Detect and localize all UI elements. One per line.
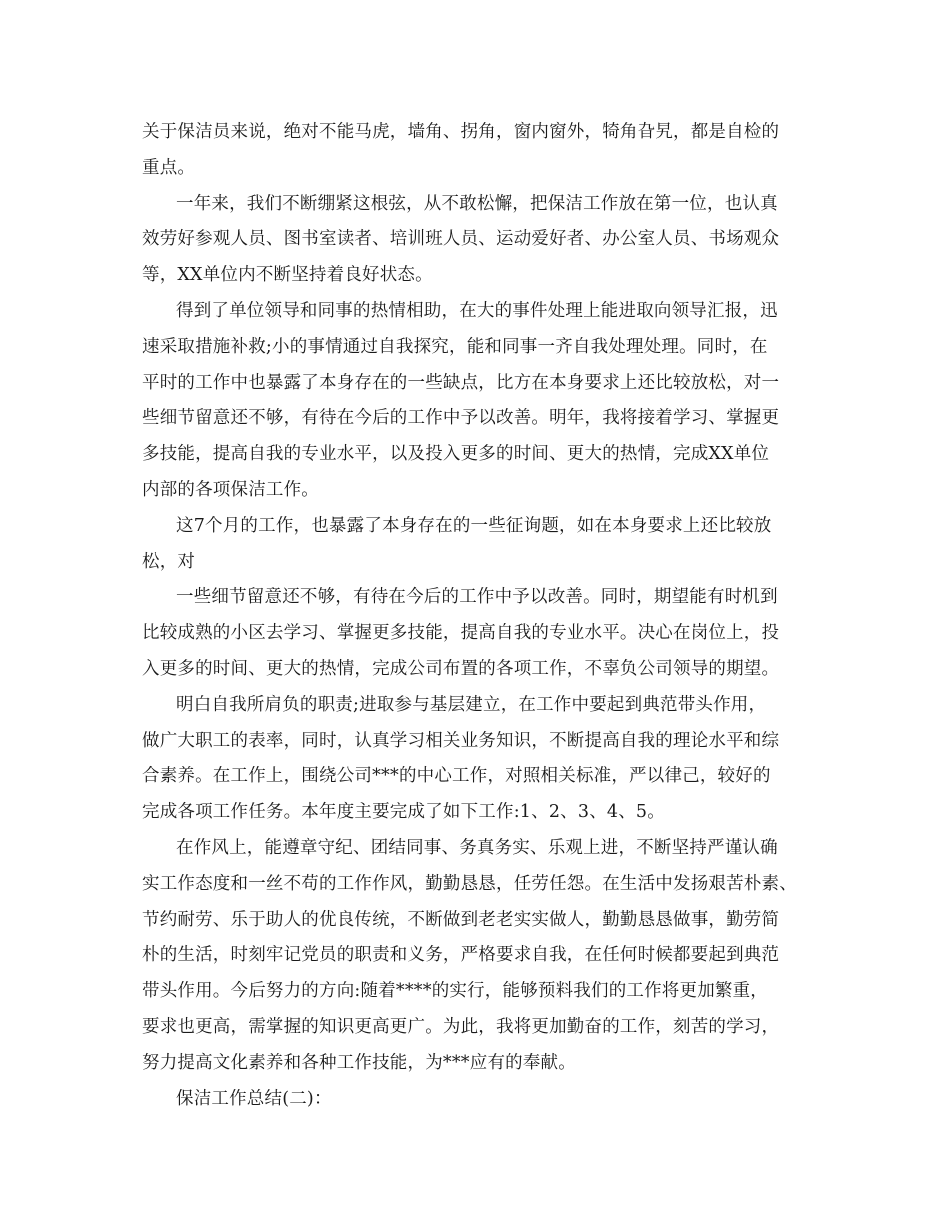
- text-line: 速采取措施补救;小的事情通过自我探究，能和同事一齐自我处理处理。同时，在: [142, 336, 768, 357]
- text-line: 努力提高文化素养和各种工作技能，为***应有的奉献。: [142, 1052, 576, 1073]
- text-line: 要求也更高，需掌握的知识更高更广。为此，我将更加勤奋的工作，刻苦的学习，: [142, 1016, 780, 1037]
- text-line: 等，XX单位内不断坚持着良好状态。: [142, 265, 433, 286]
- text-line: 实工作态度和一丝不苟的工作作风，勤勤恳恳，任劳任怨。在生活中发扬艰苦朴素、: [142, 873, 797, 894]
- paragraph-start-line: 这7个月的工作，也暴露了本身存在的一些征询题，如在本身要求上还比较放: [176, 515, 772, 536]
- text-line: 松，对: [142, 551, 196, 572]
- paragraph-start-line: 明白自我所肩负的职责;进取参与基层建立，在工作中要起到典范带头作用，: [176, 694, 767, 715]
- text-line: 完成各项工作任务。本年度主要完成了如下工作:1、2、3、4、5。: [142, 802, 665, 823]
- paragraph-start-line: 一年来，我们不断绷紧这根弦，从不敢松懈，把保洁工作放在第一位，也认真: [176, 193, 778, 214]
- paragraph-start-line: 得到了单位领导和同事的热情相助，在大的事件处理上能进取向领导汇报，迅: [176, 300, 778, 321]
- paragraph-start-line: 在作风上，能遵章守纪、团结同事、务真务实、乐观上进，不断坚持严谨认确: [176, 837, 778, 858]
- text-line: 节约耐劳、乐于助人的优良传统，不断做到老老实实做人，勤勤恳恳做事，勤劳简: [142, 909, 780, 930]
- text-line: 些细节留意还不够，有待在今后的工作中予以改善。明年，我将接着学习、掌握更: [142, 408, 780, 429]
- text-line: 做广大职工的表率，同时，认真学习相关业务知识，不断提高自我的理论水平和综: [142, 730, 780, 751]
- paragraph-start-line: 一些细节留意还不够，有待在今后的工作中予以改善。同时，期望能有时机到: [176, 587, 778, 608]
- text-line: 入更多的时间、更大的热情，完成公司布置的各项工作，不辜负公司领导的期望。: [142, 658, 780, 679]
- document-body: [142, 115, 822, 1117]
- text-line: 带头作用。今后努力的方向:随着****的实行，能够预料我们的工作将更加繁重，: [142, 981, 768, 1002]
- text-line: 合素养。在工作上，围绕公司***的中心工作，对照相关标准，严以律己，较好的: [142, 766, 771, 787]
- text-line: 关于保洁员来说，绝对不能马虎，墙角、拐角，窗内窗外，犄角旮旯，都是自检的: [142, 122, 780, 142]
- text-line: 重点。: [142, 157, 196, 178]
- text-line: 多技能，提高自我的专业水平，以及投入更多的时间、更大的热情，完成XX单位: [142, 444, 770, 465]
- text-line: 比较成熟的小区去学习、掌握更多技能，提高自我的专业水平。决心在岗位上，投: [142, 623, 780, 644]
- text-line: 内部的各项保洁工作。: [142, 479, 319, 500]
- text-line: 平时的工作中也暴露了本身存在的一些缺点，比方在本身要求上还比较放松，对一: [142, 372, 780, 393]
- text-line: 效劳好参观人员、图书室读者、培训班人员、运动爱好者、办公室人员、书场观众: [142, 229, 780, 250]
- text-line: 朴的生活，时刻牢记党员的职责和义务，严格要求自我，在任何时候都要起到典范: [142, 945, 780, 966]
- section-heading: 保洁工作总结(二)：: [176, 1088, 332, 1109]
